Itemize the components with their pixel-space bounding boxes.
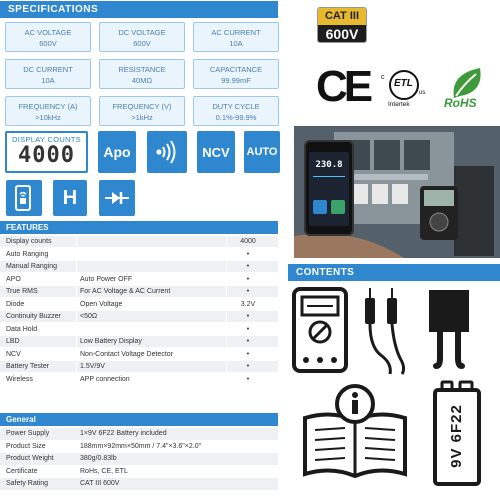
table-row bbox=[0, 249, 278, 261]
feature-name: Display counts bbox=[6, 238, 52, 245]
spec-label: DUTY CYCLE bbox=[212, 102, 260, 111]
general-name: Safety Rating bbox=[6, 480, 49, 488]
cat-rating-badge bbox=[317, 7, 367, 43]
table-row bbox=[0, 441, 278, 453]
spec-cell-frequency-v bbox=[99, 96, 185, 126]
spec-label: RESISTANCE bbox=[118, 65, 166, 74]
table-row bbox=[0, 336, 278, 348]
general-title: General bbox=[6, 415, 36, 424]
contents-title: CONTENTS bbox=[296, 267, 355, 278]
feature-description: 1.5V/9V bbox=[80, 363, 105, 370]
general-name: Power Supply bbox=[6, 430, 50, 437]
product-photo bbox=[294, 126, 500, 258]
spec-value: >1kHz bbox=[131, 113, 153, 122]
cell-divider bbox=[226, 299, 227, 311]
auto-badge bbox=[244, 131, 280, 173]
rohs-label: RoHS bbox=[444, 96, 477, 110]
feature-description: <50Ω bbox=[80, 313, 98, 320]
cell-divider bbox=[226, 336, 227, 348]
cell-divider bbox=[226, 361, 227, 373]
feature-value: • bbox=[246, 250, 250, 258]
phone-mockup bbox=[304, 140, 354, 236]
features-header bbox=[0, 221, 278, 234]
data-hold-badge bbox=[53, 180, 87, 216]
table-row bbox=[0, 286, 278, 298]
table-row bbox=[0, 311, 278, 323]
cell-divider bbox=[226, 274, 227, 286]
feature-name: Data Hold bbox=[6, 325, 38, 333]
apo-badge bbox=[98, 131, 136, 173]
cell-divider bbox=[76, 236, 77, 248]
specifications-header bbox=[0, 1, 278, 18]
table-row bbox=[0, 299, 278, 311]
cell-divider bbox=[226, 286, 227, 298]
spec-value: 600V bbox=[39, 39, 57, 48]
spec-value: 10A bbox=[41, 76, 55, 85]
spec-cell-ac-current bbox=[193, 22, 279, 52]
feature-description: APP connection bbox=[80, 375, 130, 383]
feature-description: Low Battery Display bbox=[80, 338, 142, 345]
feature-value: 4000 bbox=[240, 238, 256, 245]
cell-divider bbox=[76, 299, 77, 311]
feature-value: • bbox=[246, 313, 250, 320]
spec-cell-duty-cycle bbox=[193, 96, 279, 126]
ncv-label: NCV bbox=[202, 144, 230, 160]
multimeter-icon bbox=[291, 286, 349, 374]
etl-label: ETL bbox=[394, 78, 413, 89]
spec-label: CAPACITANCE bbox=[209, 65, 263, 74]
table-row bbox=[0, 324, 278, 336]
battery-label: 9V 6F22 bbox=[448, 404, 465, 468]
cell-divider bbox=[76, 336, 77, 348]
table-row bbox=[0, 374, 278, 386]
feature-name: NCV bbox=[6, 350, 21, 358]
spec-value: 10A bbox=[229, 39, 243, 48]
general-value: 1×9V 6F22 Battery included bbox=[80, 430, 167, 437]
spec-cell-frequency-a bbox=[5, 96, 91, 126]
ncv-badge bbox=[197, 131, 235, 173]
cat-rating-bottom: 600V bbox=[318, 25, 366, 43]
cell-divider bbox=[76, 249, 77, 261]
feature-name: LBD bbox=[6, 338, 20, 345]
display-counts-value: 4000 bbox=[18, 143, 75, 168]
rohs-mark-icon bbox=[440, 64, 492, 114]
spec-cell-dc-voltage bbox=[99, 22, 185, 52]
spec-label: FREQUENCY (V) bbox=[112, 102, 172, 111]
phone-icon bbox=[14, 185, 34, 211]
spec-label: AC CURRENT bbox=[211, 28, 261, 37]
table-row bbox=[0, 478, 278, 490]
feature-value: • bbox=[246, 275, 250, 283]
spec-label: AC VOLTAGE bbox=[24, 28, 72, 37]
feature-name: Battery Tester bbox=[6, 363, 50, 370]
spec-value: 99.99mF bbox=[221, 76, 251, 85]
phone-reading: 230.8 bbox=[315, 160, 343, 170]
spec-label: DC CURRENT bbox=[23, 65, 73, 74]
table-row bbox=[0, 236, 278, 248]
table-row bbox=[0, 274, 278, 286]
cat-rating-top: CAT III bbox=[318, 8, 366, 25]
cell-divider bbox=[76, 261, 77, 273]
cell-divider bbox=[226, 261, 227, 273]
etl-us-label: us bbox=[419, 90, 426, 96]
user-manual-icon bbox=[301, 382, 409, 482]
battery-9v-icon bbox=[432, 380, 482, 488]
feature-name: Wireless bbox=[6, 375, 33, 383]
spec-value: >10kHz bbox=[35, 113, 61, 122]
general-value: RoHs, CE, ETL bbox=[80, 467, 128, 475]
feature-name: True RMS bbox=[6, 288, 38, 295]
general-name: Product Size bbox=[6, 442, 46, 450]
spec-cell-capacitance bbox=[193, 59, 279, 89]
feature-name: Manual Ranging bbox=[6, 263, 57, 270]
table-row bbox=[0, 466, 278, 478]
general-value: 380g/0.83lb bbox=[80, 455, 117, 463]
feature-description: For AC Voltage & AC Current bbox=[80, 288, 171, 295]
table-row bbox=[0, 361, 278, 373]
cell-divider bbox=[76, 311, 77, 323]
apo-label: Apo bbox=[103, 144, 131, 160]
cell-divider bbox=[226, 349, 227, 361]
etl-c-label: c bbox=[381, 74, 385, 81]
spec-label: FREQUENCY (A) bbox=[18, 102, 78, 111]
phone-screen bbox=[309, 152, 349, 226]
spec-value: 0.1%-99.9% bbox=[215, 113, 257, 122]
specifications-title: SPECIFICATIONS bbox=[8, 4, 99, 15]
cell-divider bbox=[76, 324, 77, 336]
plug-adapter-icon bbox=[424, 288, 474, 370]
ce-mark-icon bbox=[316, 64, 368, 110]
diode-icon bbox=[99, 180, 135, 216]
phone-button bbox=[331, 200, 345, 214]
table-row bbox=[0, 261, 278, 273]
feature-name: Continuity Buzzer bbox=[6, 313, 61, 320]
feature-value: • bbox=[246, 263, 250, 270]
display-counts-badge bbox=[5, 131, 88, 173]
feature-name: APO bbox=[6, 275, 21, 283]
phone-graph bbox=[313, 176, 345, 194]
table-row bbox=[0, 349, 278, 361]
continuity-buzzer-icon bbox=[147, 131, 187, 173]
test-leads-icon bbox=[356, 286, 408, 376]
general-value: 188mm×92mm×50mm / 7.4"×3.6"×2.0" bbox=[80, 442, 202, 450]
auto-label: AUTO bbox=[246, 146, 278, 158]
cell-divider bbox=[226, 324, 227, 336]
feature-description: Non-Contact Voltage Detector bbox=[80, 350, 173, 358]
phone-button bbox=[313, 200, 327, 214]
cell-divider bbox=[226, 249, 227, 261]
feature-description: Auto Power OFF bbox=[80, 275, 133, 283]
feature-value: • bbox=[246, 375, 250, 383]
hold-label: H bbox=[62, 186, 78, 209]
feature-value: • bbox=[246, 325, 250, 333]
general-name: Certificate bbox=[6, 467, 38, 475]
feature-value: • bbox=[246, 338, 250, 345]
sound-waves-icon bbox=[152, 140, 182, 164]
spec-label: DC VOLTAGE bbox=[118, 28, 166, 37]
cell-divider bbox=[76, 361, 77, 373]
feature-value: • bbox=[246, 288, 250, 295]
cell-divider bbox=[76, 286, 77, 298]
cell-divider bbox=[76, 349, 77, 361]
wireless-app-icon bbox=[6, 180, 42, 216]
feature-description: Open Voltage bbox=[80, 300, 123, 308]
spec-value: 600V bbox=[133, 39, 151, 48]
feature-value: • bbox=[246, 350, 250, 358]
spec-cell-dc-current bbox=[5, 59, 91, 89]
cell-divider bbox=[226, 311, 227, 323]
display-counts-label: DISPLAY COUNTS bbox=[12, 135, 81, 144]
feature-name: Auto Ranging bbox=[6, 250, 49, 258]
general-name: Product Weight bbox=[6, 455, 54, 463]
etl-mark-icon bbox=[381, 68, 427, 112]
table-row bbox=[0, 428, 278, 440]
ce-mark-label: CE bbox=[316, 62, 370, 111]
spec-cell-resistance bbox=[99, 59, 185, 89]
cell-divider bbox=[226, 374, 227, 386]
general-header bbox=[0, 413, 278, 426]
cell-divider bbox=[76, 274, 77, 286]
diode-symbol-icon bbox=[105, 190, 129, 206]
contents-header bbox=[288, 264, 500, 281]
features-title: FEATURES bbox=[6, 223, 49, 232]
cell-divider bbox=[226, 236, 227, 248]
intertek-label: Intertek bbox=[388, 101, 410, 108]
feature-value: 3.2V bbox=[240, 300, 256, 308]
spec-cell-ac-voltage bbox=[5, 22, 91, 52]
general-value: CAT III 600V bbox=[80, 480, 120, 488]
feature-value: • bbox=[246, 363, 250, 370]
table-row bbox=[0, 453, 278, 465]
cell-divider bbox=[76, 374, 77, 386]
feature-name: Diode bbox=[6, 300, 25, 308]
spec-value: 40MΩ bbox=[131, 76, 153, 85]
